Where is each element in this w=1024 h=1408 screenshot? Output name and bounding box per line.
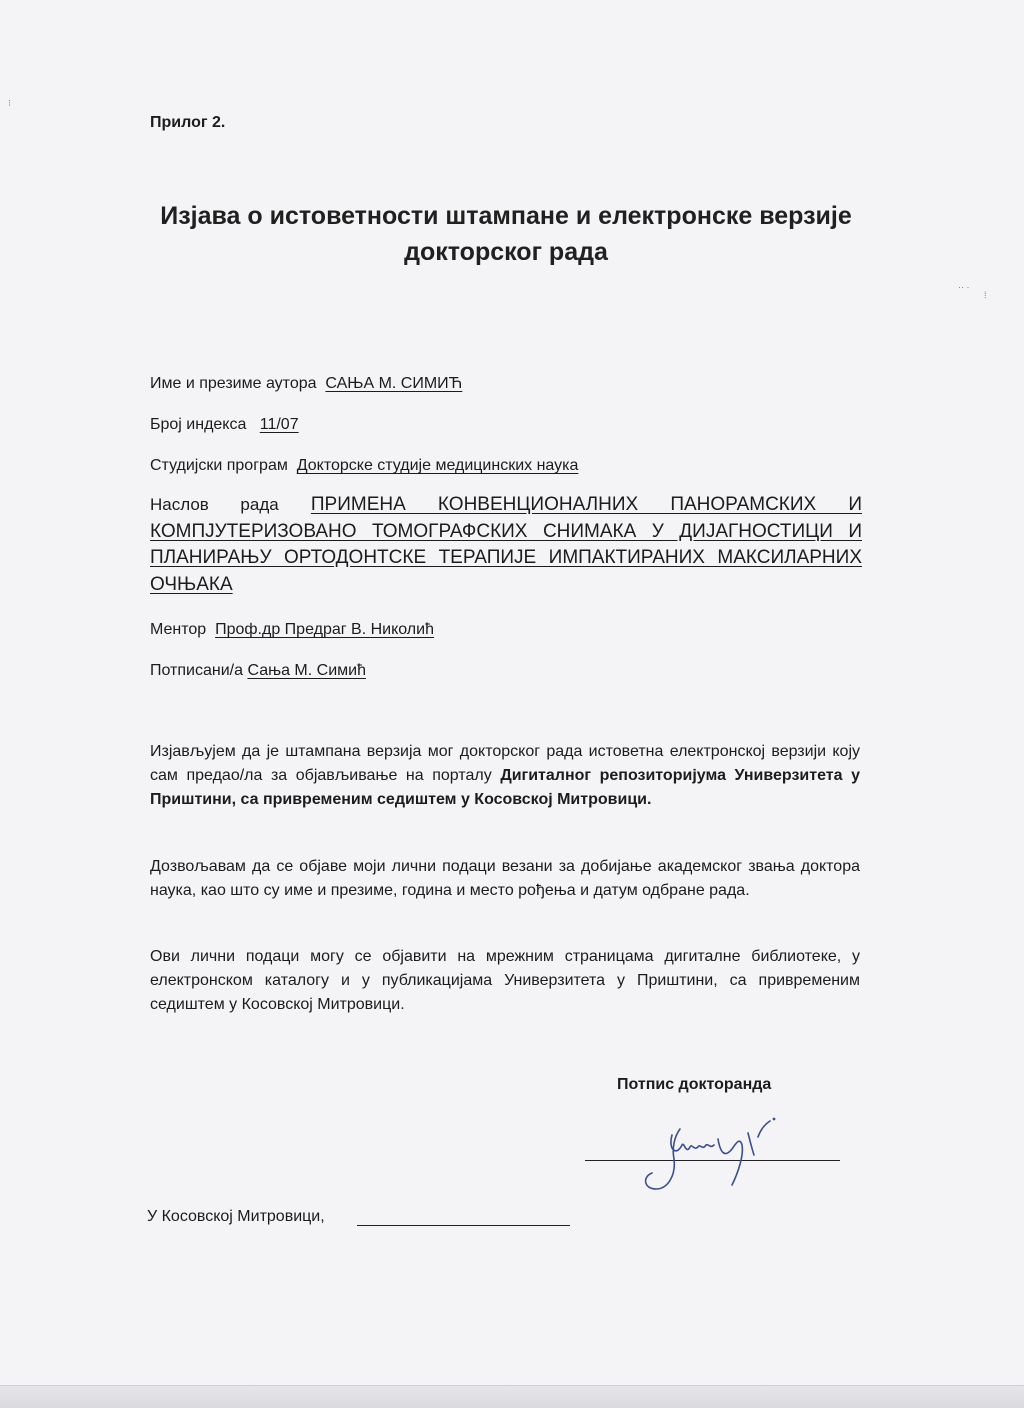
publication-paragraph: Ови лични подаци могу се објавити на мрежним страницама дигиталне библиотеке, у електронском каталогу и у публикацијама Универзитета у Приштини, са привременим седиштем у Косовској Митровици.: [150, 948, 860, 1013]
handwritten-signature: [628, 1115, 778, 1195]
program-value: Докторске студије медицинских наука: [296, 457, 579, 474]
author-label: Име и презиме аутора: [150, 375, 317, 392]
thesis-title-value: ПРИМЕНА КОНВЕНЦИОНАЛНИХ ПАНОРАМСКИХ И КОМПЈУТЕРИЗОВАНО ТОМОГРАФСКИХ СНИМАКА У ДИЈАГНОСТИЦИ И ПЛАНИРАЊУ ОРТОДОНТСКЕ ТЕРАПИЈЕ ИМПАКТИРАНИХ МАКСИЛАРНИХ ОЧЊАКА: [150, 494, 862, 595]
attachment-label: Прилог 2.: [150, 114, 226, 131]
thesis-title-field: [150, 492, 862, 598]
program-label: Студијски програм: [150, 457, 288, 474]
signed-field: [150, 661, 366, 681]
index-label: Број индекса: [150, 416, 247, 433]
mentor-value: Проф.др Предраг В. Николић: [215, 621, 434, 638]
author-value: САЊА М. СИМИЋ: [325, 375, 463, 392]
signature-label: Потпис докторанда: [617, 1076, 772, 1093]
declaration-paragraph: [150, 740, 860, 812]
index-field: [150, 415, 299, 435]
document-title: Изјава о истоветности штампане и електронске верзије докторског рада: [160, 202, 852, 266]
scan-speck: ⁝: [8, 98, 11, 108]
consent-paragraph: Дозвољавам да се објаве моји лични подаци везани за добијање академског звања доктора наука, као што су име и презиме, година и место рођења и датум одбране рада.: [150, 858, 860, 899]
thesis-title-label: Наслов рада: [150, 495, 279, 514]
index-value: 11/07: [259, 416, 299, 433]
scan-speck: ⁞: [984, 290, 987, 300]
mentor-label: Ментор: [150, 621, 207, 638]
signed-value: Сања М. Симић: [247, 662, 366, 679]
author-field: [150, 374, 462, 394]
repository-name: Дигиталног репозиторијума Универзитета у Приштини, са привременим седиштем у Косовској Митровици.: [150, 767, 861, 808]
scan-bottom-edge: [0, 1385, 1024, 1408]
mentor-field: [150, 620, 434, 640]
signed-label: Потписани/а: [150, 662, 243, 679]
declaration-text: Изјављујем да је штампана верзија мог докторског рада истоветна електронској верзији коју сам предао/ла за објављивање на порталу: [150, 743, 860, 784]
date-blank-line: [357, 1225, 570, 1226]
program-field: [150, 456, 578, 476]
scan-speck: ·· ·: [958, 282, 970, 292]
place-label: У Косовској Митровици,: [147, 1208, 325, 1225]
